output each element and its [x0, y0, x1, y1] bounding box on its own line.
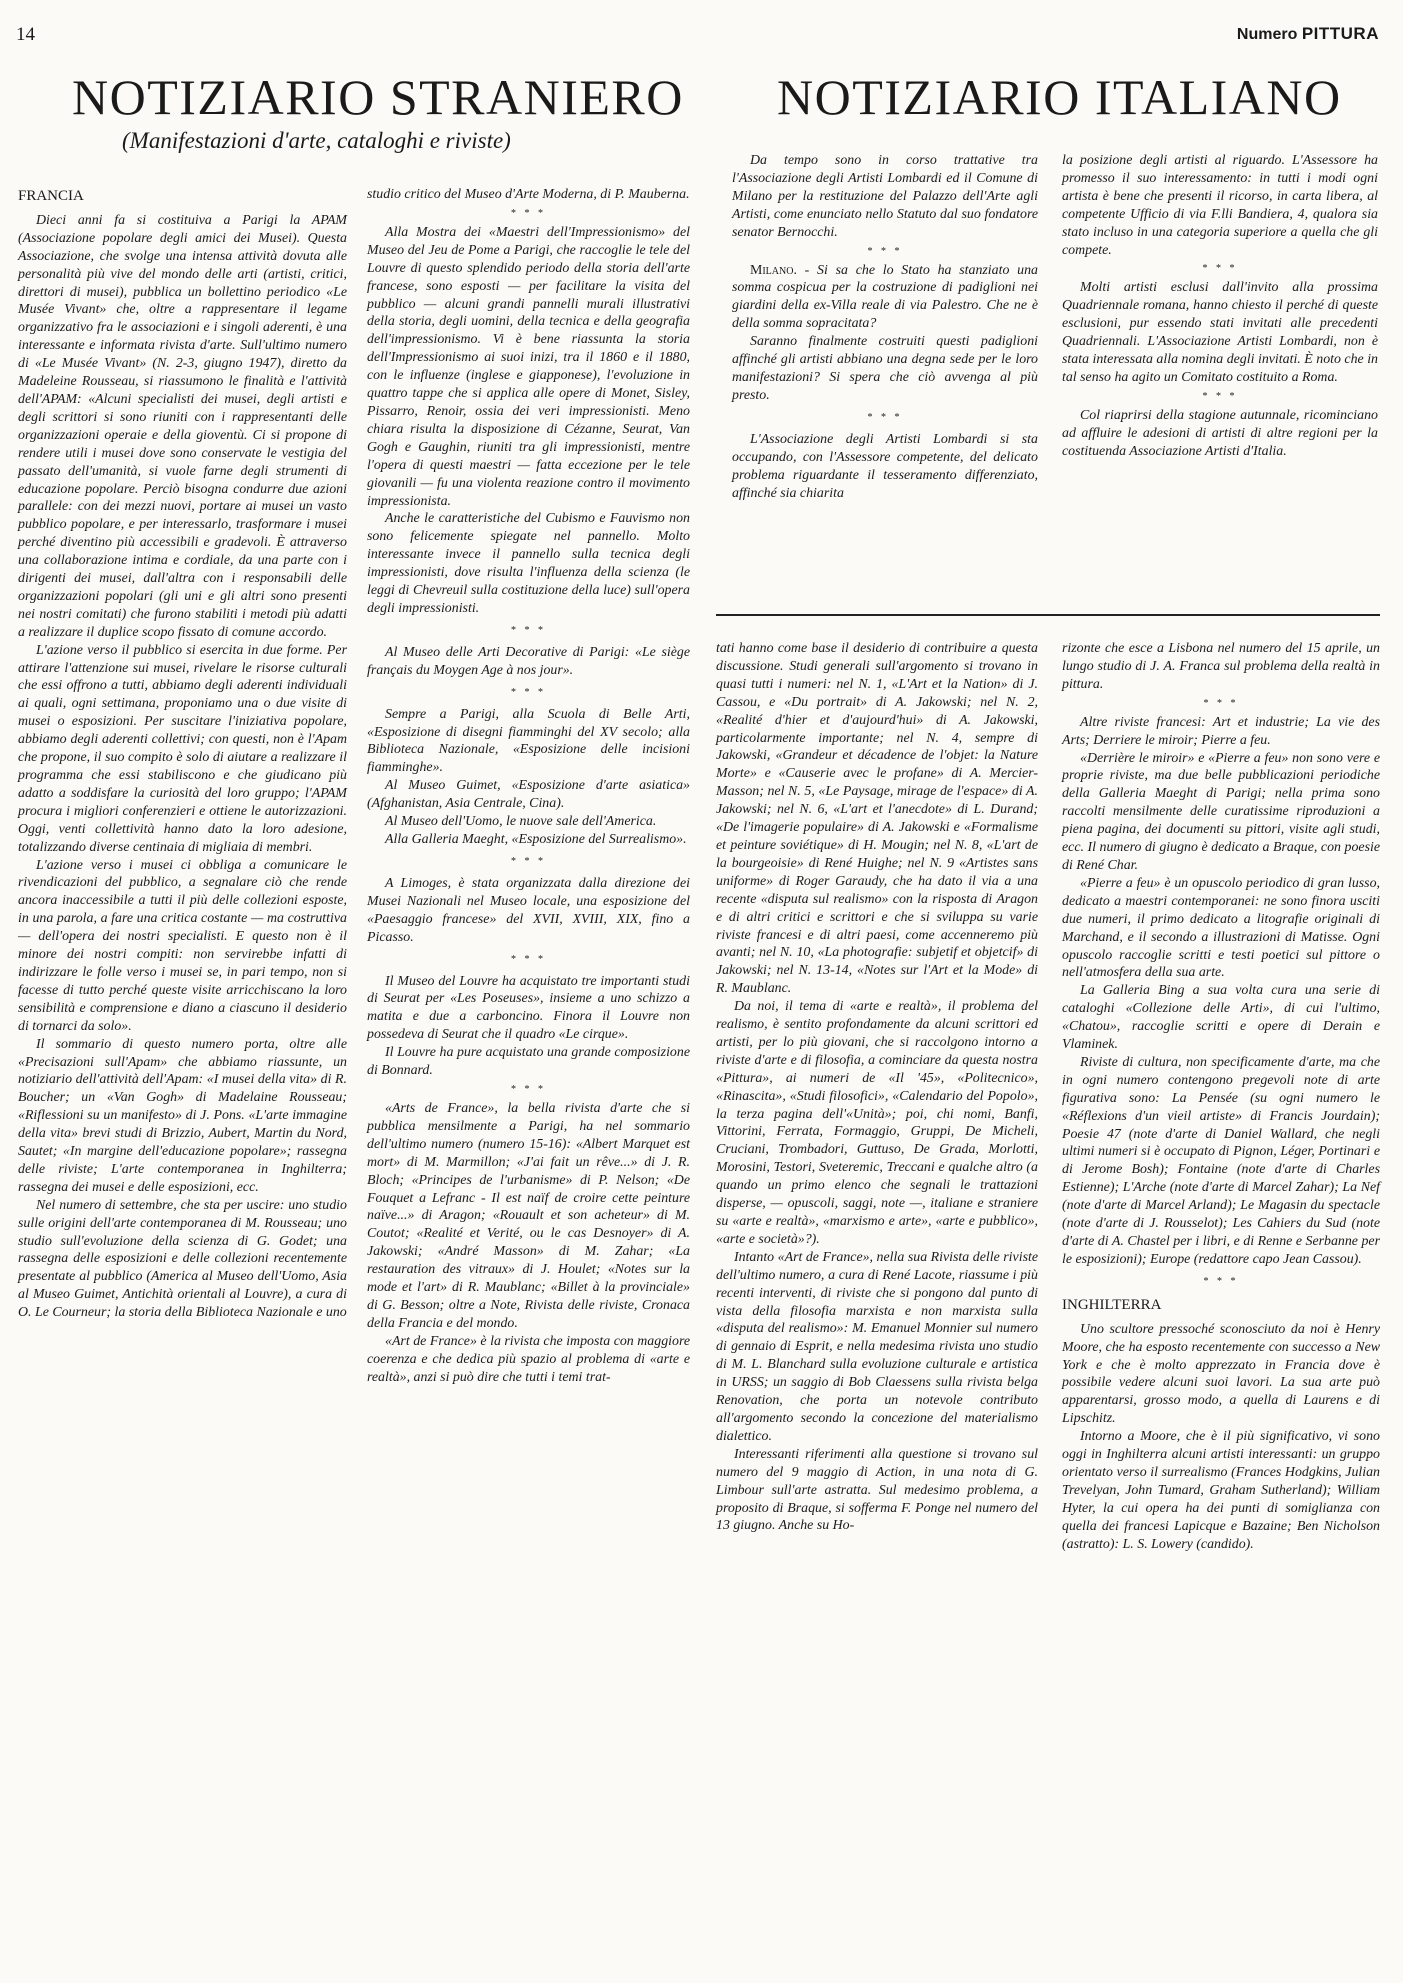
paragraph: Molti artisti esclusi dall'invito alla prossima Quadriennale romana, hanno chiesto il perché di queste esclusioni, pur essendo stati invitati alle precedenti Quadriennali. L'Associazione Artisti Lombardi, non è stata interessata alla nomina degli invitati. È noto che in tal senso ha agito un Comitato costituito a Roma. — [1062, 280, 1378, 385]
separator: * * * — [511, 855, 546, 867]
place-label: Milano. — [750, 262, 797, 278]
section-heading-france: FRANCIA — [18, 188, 84, 204]
paragraph: rizonte che esce a Lisbona nel numero del 15 aprile, un lungo studio di J. A. Franca sul problema della realtà in pittura. — [1062, 641, 1380, 692]
separator: * * * — [1202, 390, 1238, 402]
paragraph: «Pierre a feu» è un opuscolo periodico di gran lusso, dedicato a maestri contemporanei: ne sono finora usciti due numeri, il primo dedicato a litografie originali di Marchand, e il secondo a illustrazioni di Matisse. Ogni opuscolo raccoglie scritti e testi poetici sul pittore o nell'atmosfera della sua arte. — [1062, 875, 1380, 981]
paragraph: Sempre a Parigi, alla Scuola di Belle Arti, «Esposizione di disegni fiamminghi del XV secolo; alla Biblioteca Nazionale, «Esposizione delle incisioni fiamminghe». — [367, 706, 690, 776]
section-heading-england: INGHILTERRA — [1062, 1296, 1162, 1313]
paragraph: Al Museo delle Arti Decorative di Parigi: «Le siège français du Moygen Age à nos jour». — [367, 644, 690, 678]
paragraph: Al Museo dell'Uomo, le nuove sale dell'America. — [385, 814, 657, 830]
paragraph: «Arts de France», la bella rivista d'arte che si pubblica mensilmente a Parigi, ha nel sommario dell'ultimo numero (numero 15-16): «Albert Marquet est mort» di M. Marmillon; «J'ai fait un rêve...» di J. R. Bloch; «Principes de l'urbanisme» di P. Nelson; «De Fouquet a Lefranc - Il est naïf de croire cette peinture naïve...» di Aragon; «Rouault et son acheteur» di M. Coutot; «Realité et Verité, ou le cas Desnoyer» di A. Jakowski; «André Masson» di M. Zahar; «La restauration des vitraux» di J. Houlet; «Notes sur la mode et l'art» di R. Maublanc; «Billet à la provinciale» di G. Besson; oltre a Note, Rivista delle riviste, Cronaca della Francia e del mondo. — [367, 1100, 690, 1331]
paragraph: Da noi, il tema di «arte e realtà», il problema del realismo, è sentito profondamente da alcuni scrittori ed artisti, per lo più giovani, che si raccolgono intorno a riviste d'arte e di filosofia, a cominciare da questa nostra «Pittura», ai numeri de «Il '45», «Politecnico», «Rinascita», «Studi filosofici», «Calendario del Popolo», la terza pagina dell'«Unità»; poi, chi nomi, Banfi, Vittorini, Ferrata, Formaggio, Gruppi, De Micheli, Cruciani, Trombadori, Guttuso, De Grada, Morlotti, Morosini, Testori, Sveteremic, Treccani e qualche altro (a quando un primo elenco che segnali le trattazioni disperse, — opuscoli, saggi, note —, italiane e straniere su «arte e realtà», «marxismo e arte», «arte e pubblico», «arte e società»?). — [716, 999, 1038, 1247]
separator: * * * — [867, 245, 903, 257]
separator: * * * — [1202, 263, 1238, 275]
paragraph: A Limoges, è stata organizzata dalla direzione dei Musei Nazionali nel Museo locale, una esposizione del «Paesaggio francese» del XVII, XVIII, XIX, fino a Picasso. — [367, 875, 690, 945]
paragraph: Anche le caratteristiche del Cubismo e Fauvismo non sono felicemente spiegate nel pannello. Molto interessante invece il pannello sulla tecnica degli impressionisti, dove risulta l'influenza della scienza (le leggi di Chevreuil sulla costituzione della luce) sull'opera degli impressionisti. — [367, 511, 690, 616]
running-head-pre: Numero — [1236, 26, 1298, 43]
paragraph: La Galleria Bing a sua volta cura una serie di cataloghi «Collezione delle Arti», di cui l'ultimo, «Chatou», raccoglie scritti e opere di Derain e Vlaminek. — [1062, 983, 1380, 1053]
separator: * * * — [511, 207, 546, 219]
column-3 — [732, 152, 1038, 502]
column-4 — [1062, 152, 1378, 461]
column-5 — [716, 640, 1038, 1535]
paragraph: Il Museo del Louvre ha acquistato tre importanti studi di Seurat per «Les Poseuses», insieme a uno schizzo a matita e due a carboncino. Finora il Louvre non possedeva di Seurat che il quadro «Le cirque». — [367, 973, 690, 1043]
paragraph: tati hanno come base il desiderio di contribuire a questa discussione. Studi generali sull'argomento si trovano in quasi tutti i numeri: nel N. 1, «L'Art et la Nation» di J. Cassou, e «Du portrait» di A. Jakowski; nel N. 2, «Realité d'hier et d'aujourd'hui» di A. Jakowski, particolarmente importante; nel N. 4, sempre di Jakowski, «Grandeur et décadence de l'objet: la Nature Morte» e «Causerie avec le profane» di A. Mercier-Masson; nel N. 5, «Le Paysage, mirage de l'espace» di A. Jakowski; nel N. 6, «L'art et l'anecdote» di L. Durand; «De l'imagerie populaire» di A. Jakowski e «Formalisme et peinture soviétique» di H. Mougin; nel N. 8, «L'art de la bourgeoisie» di René Huighe; nel N. 9 «Artistes sans uniforme» di Roger Garaudy, che ha dato il via a una recente «disputa sul realismo» con la risposta di Aragon e di altri critici e scrittori e che si sviluppa su varie riviste francesi e di altri paesi, come accenneremo più avanti; nel N. 10, «La photografie: subjetif et objetcif» di Jakowski; nel N. 13-14, «Notes sur l'Art et la Mode» di R. Maublanc. — [716, 641, 1038, 997]
paragraph: Intorno a Moore, che è il più significativo, vi sono oggi in Inghilterra alcuni artisti interessanti: un gruppo orientato verso il surrealismo (Frances Hodgkins, Julian Trevelyan, John Tumard, Graham Sutherland); William Hyter, la cui opera ha dei punti di somiglianza con quella dei francesi Lapicque e Bazaine; Ben Nicholson (astratto): L. S. Lowery (candido). — [1062, 1429, 1380, 1552]
paragraph: «Derrière le miroir» e «Pierre a feu» non sono vere e proprie riviste, ma due belle pubblicazioni periodiche della Galleria Maeght di Parigi; nella prima sono raccolti mensilmente delle curatissime riproduzioni a piena pagina, dei documenti su pittori, visite agli studi, ecc. Il numero di giugno è dedicato a Braque, con poesie di René Char. — [1062, 750, 1380, 873]
paragraph: Il sommario di questo numero porta, oltre alle «Precisazioni sull'Apam» che abbiamo riassunte, un notiziario dell'attività dell'Apam: «I musei della vita» di R. Boucher; un «Van Gogh» di Madelaine Rousseau; «Riflessioni su un manifesto» di J. Pons. «L'arte immagine della vita» brevi studi di Brizzio, Aubert, Martin du Nord, Sautet; «In margine dell'educazione popolare»; rassegna delle riviste; L'arte contemporanea in Inghilterra; rassegna dei musei e delle esposizioni, ecc. — [18, 1036, 347, 1195]
separator: * * * — [511, 686, 546, 698]
paragraph: Dieci anni fa si costituiva a Parigi la APAM (Associazione popolare degli amici dei Musei). Questa Associazione, che svolge una intensa attività dovuta alle personalità più vive del mondo delle arti (artisti, critici, direttori di musei), pubblica un bollettino periodico «Le Musée Vivant» che, oltre a rappresentare il legame organizzativo fra le associazioni e i singoli aderenti, è una interessante e informata rivista d'arte. Sull'ultimo numero di «Le Musée Vivant» (N. 2-3, giugno 1947), diretto da Madeleine Rousseau, si riassumono le finalità e l'attività dell'APAM: «Alcuni specialisti dei musei, degli artisti e degli scrittori si sono riuniti con i rappresentanti delle organizzazioni operaie e della gioventù. Ci si propone di rendere utili i musei dove sono conservate le vestigia del passato dell'umanità, si vuole farne degli strumenti di educazione popolare. Perciò bisogna condurre due azioni parallele: con dei mezzi nuovi, portare ai musei un vasto pubblico popolare, e per interessarlo, trasformare i musei perché diventino più accessibili e gradevoli. È attraverso una collaborazione intima e cordiale, da una parte con i dirigenti dei musei, dall'altra con i responsabili delle organizzazioni popolari (gli uni e gli altri sono presenti nei nostri comitati) che furono stabiliti i metodi più adatti a realizzare il duplice scopo fissato di comune accordo. — [18, 212, 347, 640]
separator: * * * — [511, 953, 546, 965]
subtitle: (Manifestazioni d'arte, cataloghi e riviste) — [122, 128, 511, 153]
paragraph: Il Louvre ha pure acquistato una grande composizione di Bonnard. — [367, 1045, 690, 1079]
separator: * * * — [867, 411, 903, 423]
paragraph-text: - Si sa che lo Stato ha stanziato una somma cospicua per la costruzione di padiglioni nei giardini della ex-Villa reale di via Palestro. Che ne è della somma sopracitata? — [732, 262, 1038, 332]
running-head-word: PITTURA — [1301, 24, 1379, 43]
column-2 — [367, 186, 690, 1386]
paragraph: Saranno finalmente costruiti questi padiglioni affinché gli artisti abbiano una degna sede per le loro manifestazioni? Si spera che ciò avvenga al più presto. — [732, 334, 1038, 403]
title-foreign-news: NOTIZIARIO STRANIERO — [72, 69, 684, 125]
paragraph — [732, 262, 1038, 334]
paragraph: Col riaprirsi della stagione autunnale, ricominciano ad affluire le adesioni di artisti di altre regioni per la costituenda Associazione Artisti d'Italia. — [1062, 407, 1378, 459]
paragraph: Intanto «Art de France», nella sua Rivista delle riviste dell'ultimo numero, a cura di René Lacote, riassume i più recenti interventi, di riviste che si pongono dal punto di vista della filosofia marxista e non marxista sulla «disputa del realismo»: M. Emanuel Monnier sul numero di gennaio di Esprit, e nella medesima rivista uno studio di M. L. Blanchard sulla evoluzione culturale e artistica in URSS; un saggio di Bob Claessens sulla rivista belga Renovation, che porta un notevole contributo all'argomento secondo la concezione del materialismo dialettico. — [716, 1249, 1038, 1444]
paragraph: Nel numero di settembre, che sta per uscire: uno studio sulle origini dell'arte contemporanea di M. Rousseau; uno studio sull'evoluzione della scienza di G. Godet; una rassegna delle esposizioni e delle collezioni recentemente presentate al pubblico (America al Museo dell'Uomo, Asia al Museo Guimet, Antichità orientali al Louvre), a cura di O. Le Courneur; la storia della Biblioteca Nazionale e uno — [18, 1197, 347, 1321]
running-head — [1237, 24, 1379, 44]
column-6 — [1062, 640, 1380, 1554]
paragraph: L'azione verso i musei ci obbliga a comunicare le rivendicazioni del pubblico, a segnalare ciò che rende ancora inaccessibile a tutti il più delle collezioni esposte, in una parola, a fare una critica costante — ma costruttiva — dell'opera dei nostri specialisti. E questo non è il minore dei nostri compiti: non servirebbe infatti di indirizzare le folle verso i musei se, in pari tempo, non si facesse di tutto perché queste visite arricchiscano la loro sensibilità e comprensione e diano a ciascuno il desiderio di tornarci da solo». — [18, 857, 347, 1034]
separator: * * * — [511, 624, 546, 636]
column-1 — [18, 186, 347, 1322]
paragraph: Riviste di cultura, non specificamente d'arte, ma che in ogni numero contengono pregevoli note di arte figurativa sono: La Pensée (su ogni numero le «Réflexions d'un vieil artiste» di Francis Jourdain); Poesie 47 (note d'arte di Daniel Wallard, che negli ultimi numeri si è occupato di Pignon, Léger, Portinari e di Jerome Bosh); Fontaine (note d'arte di Charles Estienne); L'Arche (note d'arte di Marcel Zahar); La Nef (note d'arte di Marcel Arland); Le Magasin du spectacle (note d'arte di J. Rousselot); Les Cahiers du Sud (note d'arte di A. Chastel per i libri, e di Renne e Serbanne per le esposizioni); Europe (redattore capo Jean Cassou). — [1062, 1054, 1380, 1267]
paragraph: Altre riviste francesi: Art et industrie; La vie des Arts; Derriere le miroir; Pierre a feu. — [1062, 714, 1380, 748]
paragraph: la posizione degli artisti al riguardo. L'Assessore ha promesso il suo interessamento: in tutti i modi ogni artista è bene che presenti il ricorso, in carta libera, al competente Ufficio di via F.lli Bandiera, 4, qualora sia stato incluso in una categoria superiore a quella che gli compete. — [1062, 153, 1378, 258]
paragraph: Al Museo Guimet, «Esposizione d'arte asiatica» (Afghanistan, Asia Centrale, Cina). — [367, 778, 690, 812]
paragraph: «Art de France» è la rivista che imposta con maggiore coerenza e che dedica più spazio al problema di «arte e realtà», anzi si può dire che tutti i temi trat- — [367, 1333, 690, 1385]
separator: * * * — [511, 1083, 546, 1095]
paragraph: L'azione verso il pubblico si esercita in due forme. Per attirare l'attenzione sui musei, rivelare le risorse culturali che essi offrono a tutti, abbiamo degli aderenti individuali ai quali, ogni settimana, proponiamo una o due visite di musei o esposizioni. Per suscitare l'iniziativa popolare, abbiamo degli aderenti collettivi; con questi, non è l'Apam che propone, il suo compito è solo di aiutare a realizzare il programma che essi stabiliscono e che giudicano più adatto a soddisfare la curiosità del loro gruppo; l'APAM procura i migliori conferenzieri e ottiene le autorizzazioni. Oggi, venti collettività hanno dato la loro adesione, totalizzando diverse centinaia di migliaia di membri. — [18, 642, 347, 855]
paragraph: Uno scultore pressoché sconosciuto da noi è Henry Moore, che ha esposto recentemente con successo a New York e che è molto apprezzato in Francia dove è possibile vedere alcuni suoi lavori. La sua arte può apparentarsi, grosso modo, a quella di Laurens e di Lipschitz. — [1062, 1321, 1380, 1427]
page-number: 14 — [16, 24, 35, 45]
paragraph: studio critico del Museo d'Arte Moderna, di P. Mauberna. — [367, 187, 690, 202]
title-italian-news: NOTIZIARIO ITALIANO — [777, 69, 1342, 125]
paragraph: Interessanti riferimenti alla questione si trovano sul numero del 9 maggio di Action, in una nota di G. Limbour sull'arte astratta. Sul medesimo problema, a proposito di Braque, si sofferma F. Ponge nel numero del 13 giugno. Anche su Ho- — [716, 1446, 1038, 1534]
separator: * * * — [1203, 1275, 1239, 1287]
paragraph: Alla Galleria Maeght, «Esposizione del Surrealismo». — [385, 832, 687, 847]
separator: * * * — [1203, 697, 1239, 709]
paragraph: Da tempo sono in corso trattative tra l'Associazione degli Artisti Lombardi ed il Comune di Milano per la restituzione del Palazzo dell'Arte agli Artisti, come enunciato nello Statuto dal suo fondatore senator Bernocchi. — [732, 153, 1038, 240]
section-divider — [716, 614, 1380, 616]
paragraph: L'Associazione degli Artisti Lombardi si sta occupando, con l'Assessore competente, del delicato problema riguardante il tesseramento differenziato, affinché sia chiarita — [732, 431, 1038, 501]
paragraph: Alla Mostra dei «Maestri dell'Impressionismo» del Museo del Jeu de Pome a Parigi, che raccoglie le tele del Louvre di questo splendido periodo della storia dell'arte francese, sono esposti — per facilitare la visita del pubblico — alcuni grandi pannelli murali illustrativi della storia, degli uomini, della tecnica e della geografia dell'impressionismo. Vi è bene riassunta la storia dell'Impressionismo ai suoi inizi, tra il 1860 e il 1880, con le influenze (inglese e giapponese), l'evoluzione in quattro tappe che si applica alle opere di Monet, Sisley, Pissarro, Renoir, ossia dei veri impressionisti. Meno chiara risulta la disposizione di Cézanne, Seurat, Van Gogh e Gaughin, riuniti tra gli impressionisti, mentre l'opera di questi maestri — fatta eccezione per le tele giovanili — fu una violenta reazione contro il movimento impressionista. — [367, 224, 690, 509]
